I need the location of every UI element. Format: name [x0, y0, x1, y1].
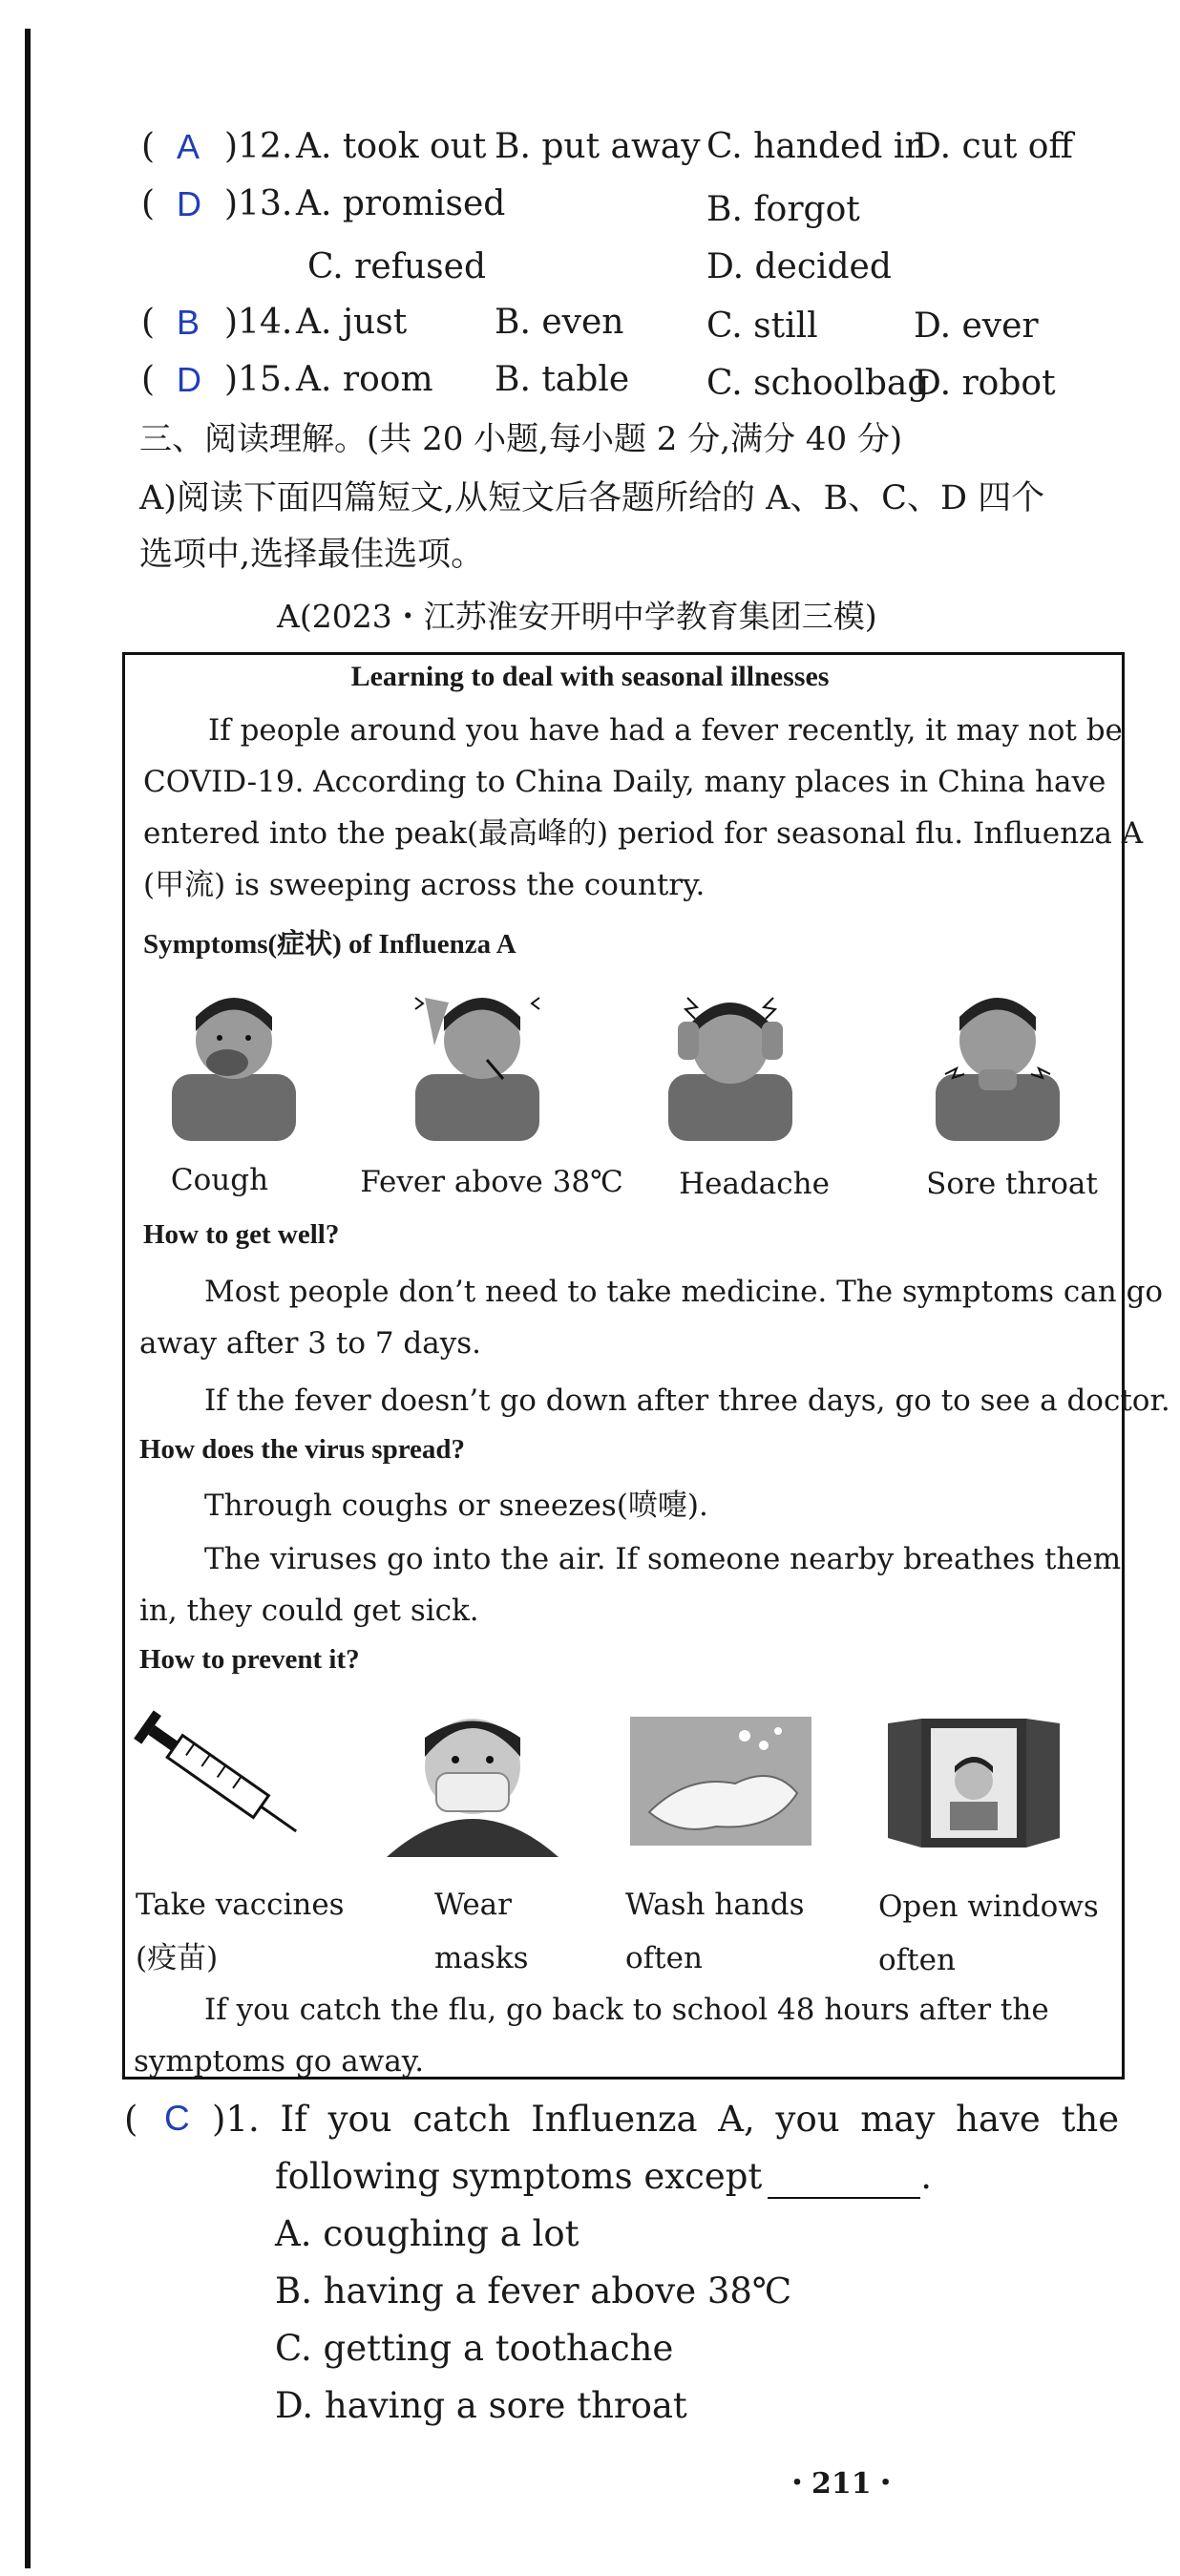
closing-line: If you catch the flu, go back to school 48 hours after the	[204, 1993, 1049, 2027]
option: C. still	[706, 306, 818, 346]
question-stem-line1: )1. If you catch Influenza A, you may have the	[212, 2099, 1120, 2140]
option: C. handed in	[706, 127, 927, 166]
option-d: D. having a sore throat	[275, 2385, 687, 2426]
answer-blank	[768, 2156, 920, 2199]
option: A. just	[296, 303, 408, 342]
get-well-line: If the fever doesn’t go down after three days, go to see a doctor.	[204, 1383, 1170, 1418]
option: D. decided	[706, 247, 892, 286]
prevent-caption-line2: often	[625, 1941, 703, 1975]
option: B. table	[495, 360, 630, 399]
symptom-caption: Fever above 38℃	[360, 1165, 623, 1199]
answer-mark: C	[164, 2099, 190, 2138]
question-number: )13.	[224, 184, 293, 223]
prevent-caption-line1: Open windows	[878, 1890, 1099, 1924]
option: D. cut off	[914, 127, 1073, 166]
answer-mark: D	[177, 184, 201, 223]
answer-mark: A	[177, 127, 200, 166]
prevent-heading: How to prevent it?	[139, 1644, 360, 1675]
option-a: A. coughing a lot	[275, 2213, 579, 2254]
question-number: )15.	[224, 360, 293, 399]
intro-line: If people around you have had a fever recently, it may not be	[208, 713, 1123, 748]
option: A. promised	[296, 184, 506, 223]
sore-throat-illustration	[917, 979, 1079, 1141]
get-well-line: Most people don’t need to take medicine. The symptoms can go	[204, 1275, 1164, 1309]
syringe-icon	[134, 1704, 325, 1867]
option: A. took out	[296, 127, 487, 166]
spread-line: in, they could get sick.	[139, 1594, 479, 1628]
option: C. refused	[307, 247, 486, 286]
question-stem-line2: following symptoms except	[275, 2156, 763, 2197]
symptom-caption: Sore throat	[926, 1167, 1098, 1201]
instructions-line-2: 选项中,选择最佳选项。	[139, 536, 485, 574]
symptom-caption: Headache	[679, 1167, 830, 1201]
answer-mark: B	[177, 303, 200, 342]
page-spine-edge	[25, 29, 31, 2568]
headache-illustration	[649, 979, 811, 1141]
mask-illustration	[377, 1704, 568, 1857]
question-number: )12.	[224, 127, 293, 166]
intro-line: entered into the peak(最高峰的) period for seasonal flu. Influenza A	[143, 816, 1144, 851]
option: B. put away	[495, 127, 701, 166]
closing-line: symptoms go away.	[134, 2044, 425, 2079]
prevent-caption-line2: (疫苗)	[136, 1941, 219, 1975]
section-title: 三、阅读理解。(共 20 小题,每小题 2 分,满分 40 分)	[139, 420, 903, 458]
spread-line: The viruses go into the air. If someone nearby breathes them	[204, 1542, 1122, 1576]
option: B. even	[495, 303, 624, 342]
cough-illustration	[153, 979, 315, 1141]
prevent-caption-line1: Take vaccines	[136, 1888, 345, 1922]
option-c: C. getting a toothache	[275, 2328, 674, 2369]
prevent-caption-line1: Wear	[434, 1888, 512, 1922]
intro-line: COVID-19. According to China Daily, many places in China have	[143, 765, 1106, 799]
option: C. schoolbag	[706, 364, 930, 403]
option: D. ever	[914, 306, 1039, 346]
option: D. robot	[914, 364, 1056, 403]
prevent-caption-line1: Wash hands	[625, 1888, 805, 1922]
intro-line: (甲流) is sweeping across the country.	[143, 868, 706, 902]
get-well-heading: How to get well?	[143, 1219, 340, 1250]
fever-illustration	[396, 979, 558, 1141]
passage-title: Learning to deal with seasonal illnesses	[350, 661, 830, 692]
open-window-illustration	[883, 1714, 1064, 1852]
prevent-caption-line2: often	[878, 1943, 956, 1977]
spread-line: Through coughs or sneezes(喷嚏).	[204, 1489, 708, 1523]
wash-hands-illustration	[630, 1717, 811, 1846]
symptom-caption: Cough	[170, 1163, 269, 1197]
option: B. forgot	[706, 190, 860, 229]
option-b: B. having a fever above 38℃	[275, 2270, 792, 2312]
symptoms-heading: Symptoms(症状) of Influenza A	[143, 929, 516, 960]
option: A. room	[296, 360, 433, 399]
page-number: ・211・	[783, 2467, 900, 2501]
answer-mark: D	[177, 360, 201, 399]
instructions-line-1: A)阅读下面四篇短文,从短文后各题所给的 A、B、C、D 四个	[139, 479, 1045, 517]
get-well-line: away after 3 to 7 days.	[139, 1326, 482, 1361]
question-number: )14.	[224, 303, 293, 342]
passage-header: A(2023・江苏淮安开明中学教育集团三模)	[277, 598, 877, 635]
prevent-caption-line2: masks	[434, 1941, 529, 1975]
spread-heading: How does the virus spread?	[139, 1434, 466, 1465]
